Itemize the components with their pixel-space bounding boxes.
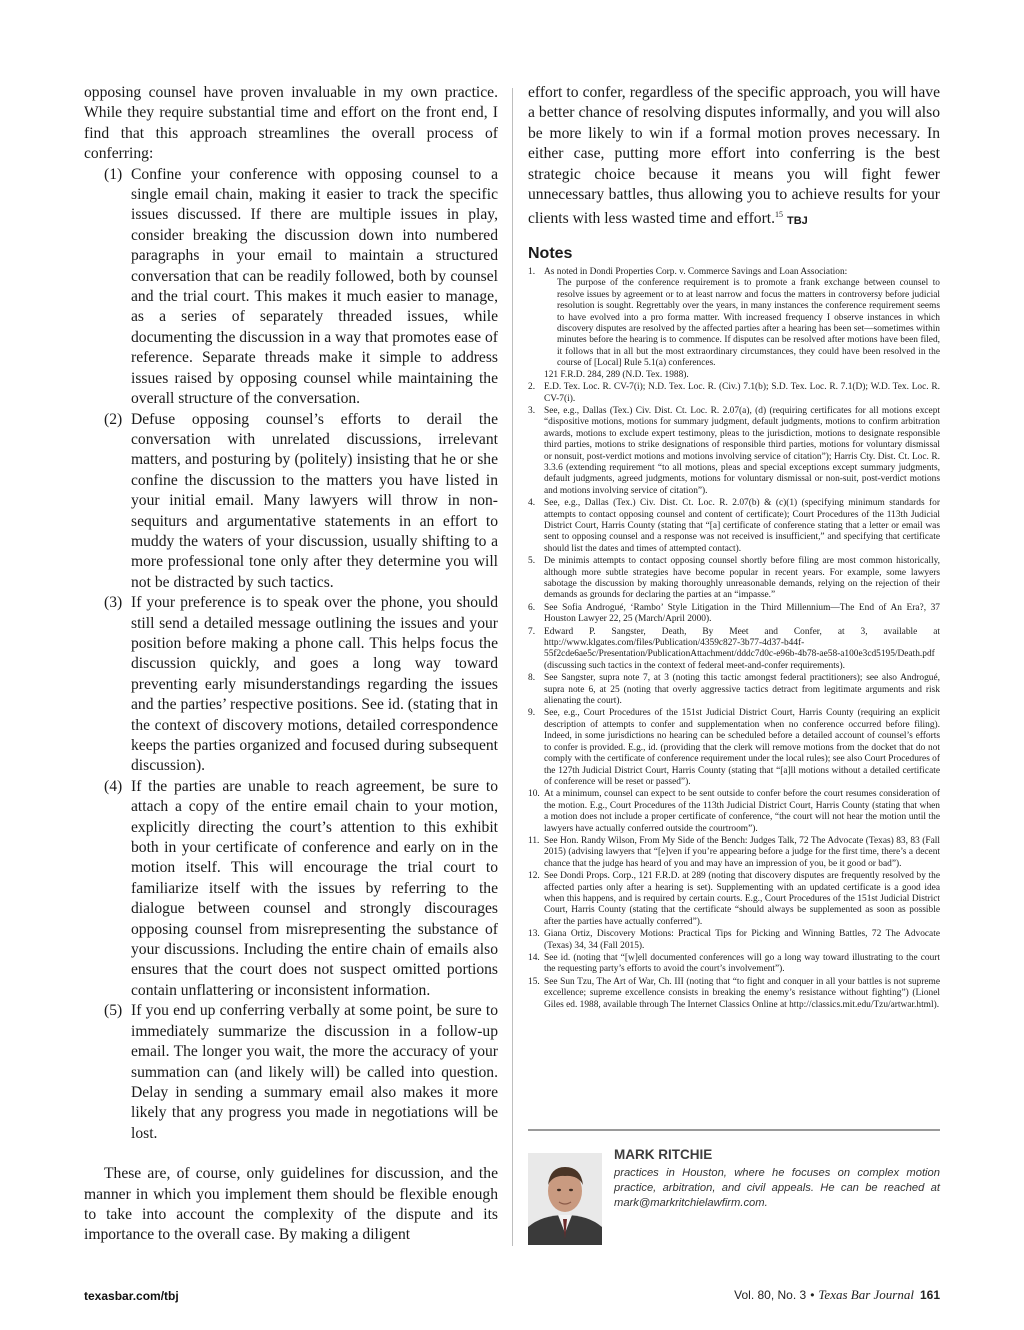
author-name: MARK RITCHIE: [614, 1147, 713, 1162]
note-item: [528, 953, 940, 976]
note-text: At a minimum, counsel can expect to be sent outside to confer before the court resumes consideration of the motion. E.g., Court Procedures of the 113th Judicial District Court, Harris County (stating that when a motion does not include a proper certificate of conference, “the court will not hear the motion until the lawyers have actually conferred outside the courtroom”).: [544, 789, 940, 834]
item-text: If your preference is to speak over the phone, you should still send a detailed message outlining the issues and your position before making a phone call. This helps focus the discussion quickly, and goes a long way toward preventing early misunderstandings regarding the issues and the parties’ respective positions. See id. (stating that in the context of discovery motions, detailed correspondence keeps the parties organized and focused during subsequent discussion).: [131, 594, 498, 775]
note-number: 7.: [528, 626, 536, 637]
note-item: [528, 382, 940, 405]
list-item: [84, 410, 498, 594]
author-bio: [528, 1129, 940, 1247]
note-number: 2.: [528, 382, 536, 393]
note-text: See, e.g., Dallas (Tex.) Civ. Dist. Ct. Loc. R. 2.07(a), (d) (requiring certificates for all motions except “dispositive motions, motions for summary judgment, default judgments, motions to confirm arbitration awards, motions to exclude expert testimony, pleas to the jurisdiction, motions to designate responsible third parties, motions to strike designations of responsible third parties, motions for voluntary dismissal or nonsuit, post-verdict motions and motions involving service of citation”); Harris Cty. Dist. Ct. Loc. R. 3.3.6 (extending requirement “to all motions, pleas and special exceptions except summary judgments, default judgments, agreed judgments, motions for voluntary dismissal or non-suit, post-verdict motions and motions involving service of citation”).: [544, 405, 940, 496]
note-number: 14.: [528, 953, 540, 963]
note-item: [528, 871, 940, 928]
item-number: (2): [104, 410, 123, 428]
note-item: [528, 789, 940, 835]
author-portrait-photo: [528, 1153, 602, 1245]
notes-list: [528, 267, 940, 1011]
note-text: See Sofia Androgué, ‘Rambo’ Style Litigation in the Third Millennium—The End of An Era?, 37 Houston Lawyer 22, 25 (March/April 2000).: [544, 602, 940, 625]
note-number: 12.: [528, 871, 540, 882]
note-text: As noted in Dondi Properties Corp. v. Commerce Savings and Loan Association:: [544, 267, 848, 278]
note-number: 4.: [528, 498, 536, 509]
note-item: [528, 708, 940, 788]
left-column: [84, 83, 498, 1246]
note-item: [528, 498, 940, 555]
item-text: Confine your conference with opposing counsel to a single email chain, making it easier to track the specific issues discussed. If there are multiple issues in play, consider breaking the discussion down into numbered paragraphs in your email to maintain a structured conversation that can be readily followed, both by counsel and the trial court. This makes it much easier to manage, as a series of separately threaded issues, while documenting the discussion in a way that promotes ease of reference. Separate threads make it simple to address issues raised by opposing counsel while maintaining the overall structure of the conversation.: [131, 165, 498, 408]
note-item: [528, 673, 940, 707]
note-item: [528, 627, 940, 673]
item-number: (1): [104, 165, 123, 183]
list-item: [84, 165, 498, 410]
note-number: 8.: [528, 673, 536, 684]
list-item: [84, 1001, 498, 1144]
note-number: 1.: [528, 267, 536, 278]
note-number: 10.: [528, 789, 540, 800]
note-item: [528, 977, 940, 1011]
item-text: Defuse opposing counsel’s efforts to derail the conversation with unrelated discussions, irrelevant matters, and posturing by (politely) insisting that he or she confine the discussion to the matters you have listed in your initial email. Many lawyers will throw in non-sequiturs and argumentative statements in an effort to muddy the waters of your discussion, usually shifting to a more professional tone only after they determine you will not be distracted by such tactics.: [131, 410, 498, 591]
note-number: 3.: [528, 405, 536, 416]
note-number: 13.: [528, 929, 540, 940]
note-text: See Sangster, supra note 7, at 3 (noting this tactic amongst federal practitioners); see also Androgué, supra note 6, at 25 (noting that overly aggressive tactics detract from legitimate arguments and risk alienating the court).: [544, 673, 940, 707]
note-number: 9.: [528, 708, 536, 719]
note-text: See, e.g., Court Procedures of the 151st Judicial District Court, Harris County (requiring an explicit description of attempts to confer and supplementation when no conference occurred before filing). Indeed, in some jurisdictions no hearing can be scheduled before a detailed account of counsel’s efforts to confer is provided. E.g., id. (providing that the clerk will remove motions from the docket that do not comply with the certificate of conference requirement under the local rules); see also Court Procedures of the 127th Judicial District Court, Harris County (stating that “[a]ll motions without a detailed certificate of conference will be reset or passed”).: [544, 708, 940, 787]
note-text: Giana Ortiz, Discovery Motions: Practical Tips for Picking and Winning Battles, 72 The Advocate (Texas) 34, 34 (Fall 2015).: [544, 929, 940, 951]
note-item: [528, 556, 940, 602]
column-divider: [512, 88, 513, 1246]
item-text: If the parties are unable to reach agreement, be sure to attach a copy of the entire email chain to your motion, explicitly directing the court’s attention to this exhibit both in your certificate of conference and early on in the motion itself. This will encourage the trial court to familiarize itself with the issues by referring to the dialogue between counsel and strongly discourages opposing counsel from misrepresenting the substance of your discussions. Including the entire chain of emails also ensures that the court does not suspect omitted portions contain unflattering or inconsistent information.: [131, 777, 498, 999]
item-number: (4): [104, 777, 123, 795]
author-description: practices in Houston, where he focuses on complex motion practice, arbitration, and civil appeals. He can be reached at mark@markritchielawfirm.com.: [614, 1167, 940, 1209]
note-number: 15.: [528, 976, 540, 987]
end-mark: TBJ: [787, 214, 808, 227]
note-quote: The purpose of the conference requirement is to promote a frank exchange between counsel to resolve issues by agreement or to at least narrow and focus the matters in controversy before judicial resolution is sought. Regrettably over the years, in many instances the conference requirement seems to have evolved into a pro forma matter. With increased frequency I observe instances in which discovery disputes are resolved by the affected parties after a hearing has been set—sometimes within minutes before the hearing is to commence. If disputes can be resolved after motions have been filed, it follows that in all but the most extraordinary circumstances, they could have been resolved in the course of [Local] Rule 5.1(a) conferences.: [557, 278, 940, 369]
list-item: [84, 593, 498, 777]
note-text: See Sun Tzu, The Art of War, Ch. III (noting that “to fight and conquer in all your battles is not supreme excellence; supreme excellence consists in breaking the enemy’s resistance without fighting”) (Lionel Giles ed. 1988, available through The Internet Classics Online at http://classics.mit.edu/Tzu/artwar.html).: [544, 976, 940, 1010]
note-text: E.D. Tex. Loc. R. CV-7(i); N.D. Tex. Loc. R. (Civ.) 7.1(b); S.D. Tex. Loc. R. 7.1(D); W.D. Tex. Loc. R. CV-7(i).: [544, 382, 940, 404]
page-number: 161: [919, 1288, 940, 1302]
closing-paragraph: These are, of course, only guidelines for discussion, and the manner in which you implement them should be flexible enough to take into account the complexity of the dispute and its importance to the overall case. By making a diligent: [84, 1165, 498, 1244]
footer-issue-info: [734, 1287, 940, 1303]
list-item: [84, 777, 498, 1001]
note-text: De minimis attempts to contact opposing counsel shortly before filing are most common historically, although more subtle strategies have become popular in recent years. For example, some lawyers sabotage the discussion by making thoroughly unreasonable demands, relying on the rejection of their demands as grounds for declaring the parties at an “impasse.”: [544, 556, 940, 601]
note-text: See id. (noting that “[w]ell documented conferences will go a long way toward illustrating to the court the requesting party’s efforts to avoid the court’s involvement”).: [544, 953, 940, 975]
bio-rule: [528, 1129, 940, 1131]
note-item: [528, 929, 940, 952]
note-number: 5.: [528, 556, 536, 567]
guideline-list: [84, 165, 498, 1145]
note-cite: 121 F.R.D. 284, 289 (N.D. Tex. 1988).: [544, 369, 689, 380]
item-number: (5): [104, 1002, 123, 1020]
intro-paragraph: opposing counsel have proven invaluable in my own practice. While they require substantial time and effort on the front end, I find that this approach streamlines the overall process of conferring:: [84, 84, 498, 163]
note-text: See Dondi Props. Corp., 121 F.R.D. at 289 (noting that discovery disputes are frequently resolved by the affected parties only after a hearing is set). Supplementing with an updated certificate is a good idea when this happens, and is required by certain courts. E.g., Court Procedures of the 151st Judicial District Court, Harris County (stating that the certificate “should always be supplemented as soon as possible after the parties have actually conferred”).: [544, 871, 940, 927]
footer-url: texasbar.com/tbj: [84, 1289, 179, 1303]
item-text: If you end up conferring verbally at some point, be sure to immediately summarize the discussion in a follow-up email. The longer you wait, the more the accuracy of your summation can (and likely will) be called into question. Delay in sending a summary email also makes it more likely that any progress you made in negotiations will be lost.: [131, 1002, 498, 1142]
item-number: (3): [104, 594, 123, 612]
lead-paragraph: [528, 83, 940, 231]
note-text: See Hon. Randy Wilson, From My Side of the Bench: Judges Talk, 72 The Advocate (Texas) 83, 83 (Fall 2015) (advising lawyers that “[e]ven if you’re appearing before a judge for the first time, there’s a decent chance that the judge has heard of you and may have an impression of you, be it good or bad”).: [544, 835, 940, 869]
note-text: See, e.g., Dallas (Tex.) Civ. Dist. Ct. Loc. R. 2.07(b) & (c)(1) (specifying minimum standards for attempts to contact opposing counsel and content of certificate); Court Procedures of the 113th Judicial District Court, Harris County (stating that “[a] certificate of conference stating that a letter or email was sent to opposing counsel and a response was not received is insufficient,” and specifying that certificate should list the dates and times of attempted contact).: [544, 498, 940, 554]
footer-separator: •: [810, 1288, 815, 1302]
footer-journal: Texas Bar Journal: [818, 1287, 914, 1302]
note-item: [528, 836, 940, 870]
footnote-ref: 15: [775, 210, 783, 220]
note-item: [528, 603, 940, 626]
footer-volume: Vol. 80, No. 3: [734, 1288, 807, 1302]
lead-text: effort to confer, regardless of the specific approach, you will have a better chance of resolving disputes informally, and you will also be more likely to win if a formal motion proves necessary. In either case, putting more effort into conferring is the best strategic choice because it means you will fight fewer unnecessary battles, thus allowing you to achieve results for your clients with less wasted time and effort.: [528, 84, 940, 228]
note-text: Edward P. Sangster, Death, By Meet and Confer, at 3, available at http://www.klgates.com/files/Publication/4359c827-3b77-4d37-b44f-55f2cde6ae5c/Presentation/PublicationAttachment/dddc7d0c-e96b-4b78-ae58-a100e3cd5195/Death.pdf (discussing such tactics in the context of federal meet-and-confer requirements).: [544, 626, 940, 671]
right-column: [528, 83, 940, 1012]
note-number: 6.: [528, 602, 536, 613]
note-item: [528, 406, 940, 497]
note-number: 11.: [528, 835, 540, 846]
notes-heading: Notes: [528, 245, 573, 263]
note-item: [528, 267, 940, 381]
